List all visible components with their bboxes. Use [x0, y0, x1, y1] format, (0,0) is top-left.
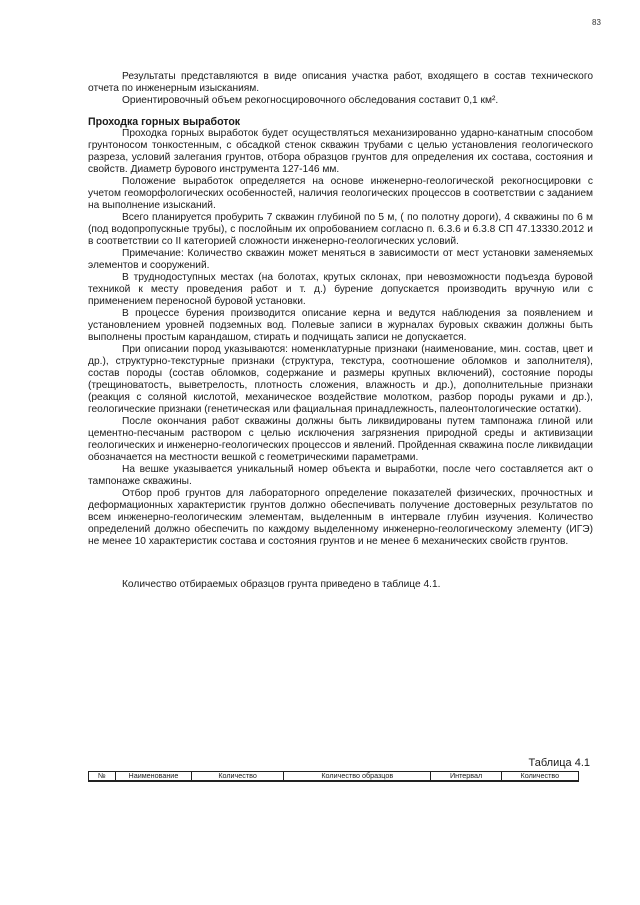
paragraph: Результаты представляются в виде описания участка работ, входящего в состав технического отчета по инженерным изысканиям. — [88, 71, 593, 94]
table-header-row — [89, 772, 579, 782]
page-number: 83 — [592, 18, 601, 27]
paragraph: В труднодоступных местах (на болотах, крутых склонах, при невозможности подъезда буровой техникой к месту проведения работ и т. д.) бурение допускается производить вручную или с применением переносной буровой установки. — [88, 272, 593, 307]
paragraph: Проходка горных выработок будет осуществляться механизированно ударно-канатным способом грунтоносом тонкостенным, с обсадкой стенок скважин трубами с целью установления геологического разреза, условий залегания грунтов, отбора образцов грунтов для определения их состава, состояния и свойств. Диаметр бурового инструмента 127-146 мм. — [88, 128, 593, 175]
table-intro: Количество отбираемых образцов грунта приведено в таблице 4.1. — [122, 579, 441, 590]
table-header-cell: Количество — [501, 772, 578, 782]
table-header-cell: Количество образцов — [284, 772, 431, 782]
paragraph: Ориентировочный объем рекогносцировочного обследования составит 0,1 км². — [122, 95, 499, 106]
table-header-cell: Количество — [192, 772, 284, 782]
paragraph: После окончания работ скважины должны быть ликвидированы путем тампонажа глиной или цементно-песчаным раствором с целью исключения загрязнения природной среды и активизации геологических и инженерно-геологических процессов и явлений. Пройденная скважина после ликвидации обозначается на местности вешкой с геометрическими параметрами. — [88, 416, 593, 463]
table-header-cell: № — [89, 772, 116, 782]
section-title: Проходка горных выработок — [88, 116, 241, 128]
paragraph: Отбор проб грунтов для лабораторного определение показателей физических, прочностных и деформационных характеристик грунтов должно обеспечивать получение достоверных результатов по всем инженерно-геологическим элементам, выделенным в интервале глубин изучения. Количество определений должно обеспечить по каждому выделенному инженерно-геологическому элементу (ИГЭ) не менее 10 характеристик состава и состояния грунтов и не менее 6 механических свойств грунтов. — [88, 488, 593, 547]
table-4-1 — [88, 771, 579, 782]
paragraph: На вешке указывается уникальный номер объекта и выработки, после чего составляется акт о тампонаже скважины. — [88, 464, 593, 487]
table-caption: Таблица 4.1 — [528, 757, 590, 769]
paragraph: В процессе бурения производится описание керна и ведутся наблюдения за появлением и установлением уровней подземных вод. Полевые записи в журналах буровых скважин должны быть выполнены простым карандашом, стирать и подчищать записи не допускается. — [88, 308, 593, 343]
table-header-cell: Интервал — [431, 772, 501, 782]
paragraph: Положение выработок определяется на основе инженерно-геологической рекогносцировки с учетом геоморфологических особенностей, наличия геологических процессов в соответствии с заданием на выполнение изысканий. — [88, 176, 593, 211]
paragraph: При описании пород указываются: номенклатурные признаки (наименование, мин. состав, цвет и др.), структурно-текстурные признаки (структура, текстура, соотношение обломков и заполнителя), состав породы (состав обломков, содержание и размеры крупных включений), состояние породы (трещиноватость, выветрелость, плотность сложения, влажность и др.), дополнительные признаки (реакция с соляной кислотой, механическое воздействие молотком, разбор породы руками и др.), геологические признаки (генетическая или фациальная принадлежность, палеонтологические остатки). — [88, 344, 593, 415]
paragraph: Всего планируется пробурить 7 скважин глубиной по 5 м, ( по полотну дороги), 4 скважины по 6 м (под водопропускные трубы), с послойным их опробованием согласно п. 6.3.6 и 6.3.8 СП 47.13330.2012 и в соответствии со II категорией сложности инженерно-геологических условий. — [88, 212, 593, 247]
paragraph: Примечание: Количество скважин может меняться в зависимости от мест установки заменяемых элементов и сооружений. — [88, 248, 593, 271]
table-header-cell: Наименование — [115, 772, 192, 782]
document-body — [88, 71, 593, 591]
